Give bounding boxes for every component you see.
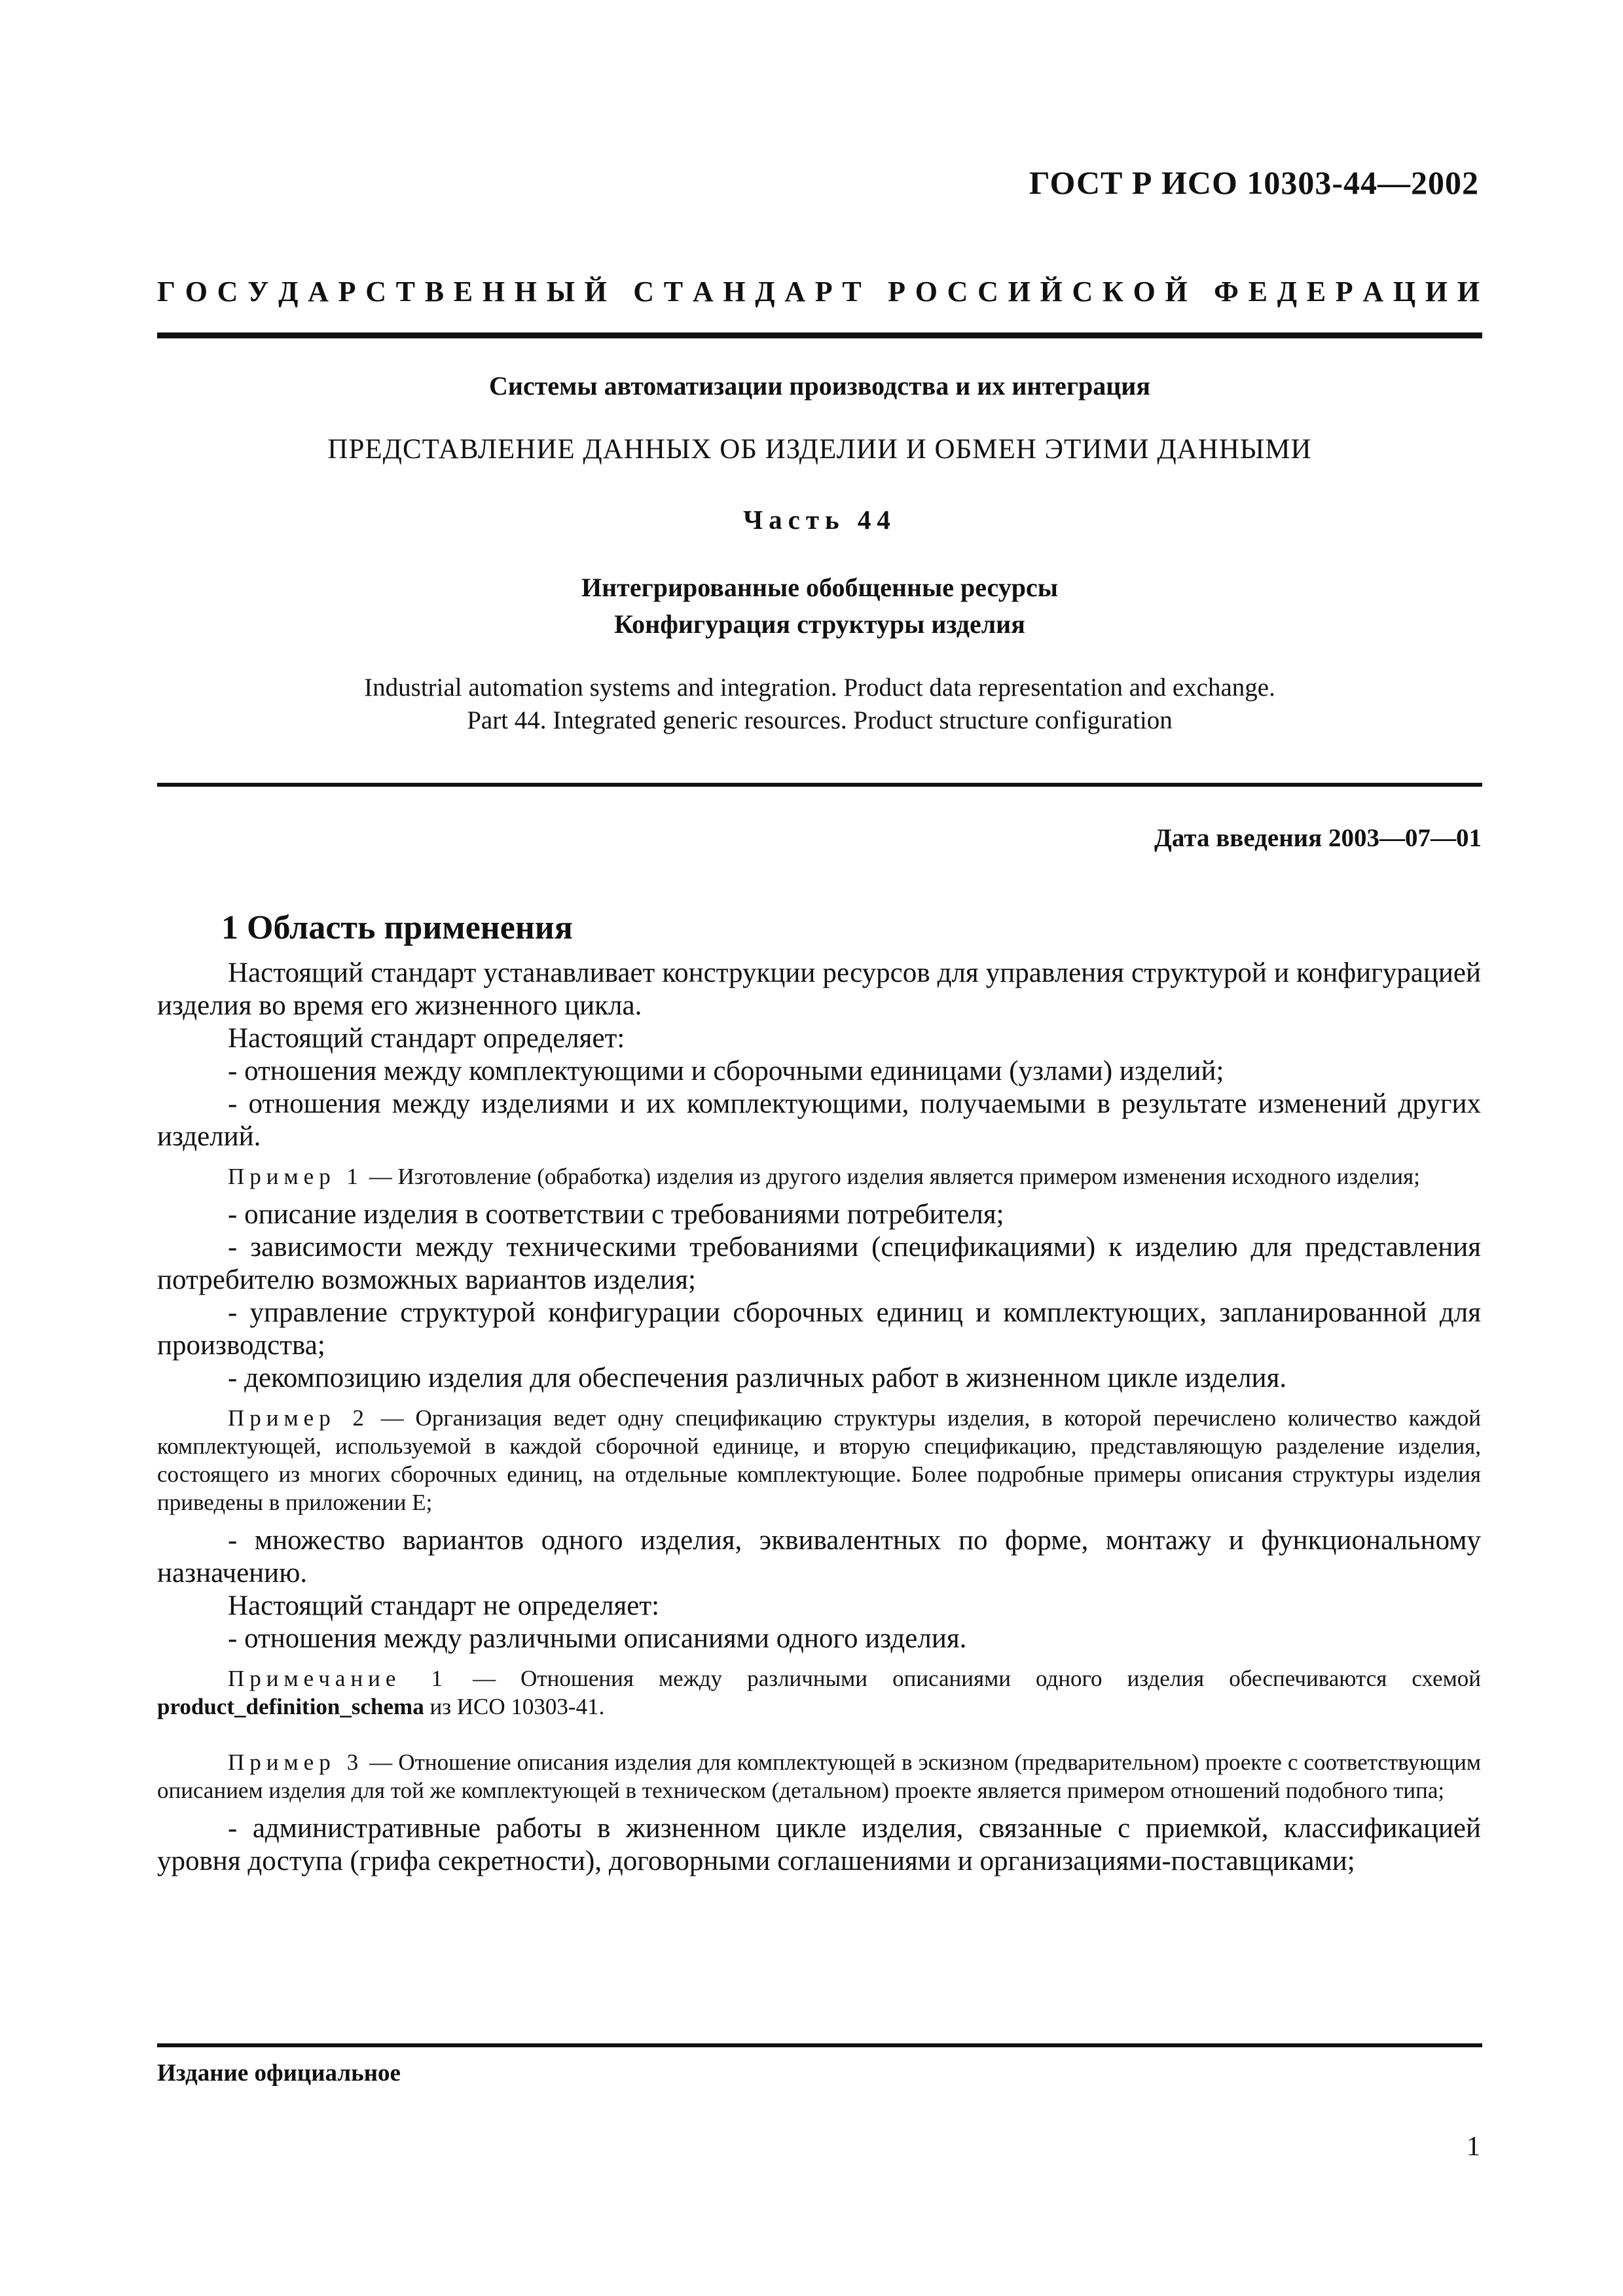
standard-name-letter: Н: [514, 276, 538, 308]
standard-name-letter: О: [915, 276, 938, 308]
subtitle-line-1: Интегрированные обобщенные ресурсы: [581, 573, 1058, 602]
standard-name-letter: Е: [1306, 276, 1326, 308]
standard-name-letter: Т: [395, 276, 416, 308]
standard-name-letter: А: [1362, 276, 1384, 308]
part-label: Часть 44: [743, 505, 896, 535]
standard-name-letter: Р: [338, 276, 356, 308]
standard-name-letter: Й: [584, 276, 607, 308]
list-item: - отношения между различными описаниями одного изделия.: [228, 1623, 967, 1654]
note-text: из ИСО 10303-41.: [424, 1694, 605, 1719]
standard-name-letter: Е: [453, 276, 473, 308]
standard-name-letter: К: [1102, 276, 1123, 308]
standard-name-letter: О: [1133, 276, 1156, 308]
standard-name-letter: В: [424, 276, 445, 308]
standard-name-letter: Д: [1277, 276, 1297, 308]
standard-name-letter: И: [1425, 276, 1448, 308]
footer-divider: [157, 2043, 1482, 2047]
standard-name-letter: С: [947, 276, 968, 308]
standard-name-letter: А: [784, 276, 806, 308]
standard-name-letter: Н: [482, 276, 505, 308]
standard-name-letter: Ц: [1393, 276, 1416, 308]
standard-name-letter: С: [977, 276, 998, 308]
list-item: - административные работы в жизненном цикле изделия, связанные с приемкой, классификацией уровня доступа (грифа секретности), договорными соглашениями и организациями-поставщиками;: [157, 1813, 1481, 1876]
list-item: - отношения между комплектующими и сборочными единицами (узлами) изделий;: [228, 1056, 1224, 1086]
list-item: - отношения между изделиями и их комплектующими, получаемыми в результате изменений других изделий.: [157, 1088, 1481, 1152]
standard-name-letter: Е: [1248, 276, 1267, 308]
subtitle: [157, 569, 1482, 643]
page-number: 1: [1467, 2132, 1480, 2162]
standard-name-letter: Ы: [546, 276, 575, 308]
example-text: — Изготовление (обработка) изделия из другого изделия является примером изменения исходного изделия;: [363, 1164, 1420, 1189]
standard-name-letter: Д: [755, 276, 775, 308]
standard-name-letter: [1197, 275, 1204, 308]
main-title: ПРЕДСТАВЛЕНИЕ ДАННЫХ ОБ ИЗДЕЛИИ И ОБМЕН ЭТИМИ ДАННЫМИ: [327, 434, 1312, 465]
standard-name-letter: А: [308, 276, 329, 308]
edition-label: Издание официальное: [157, 2060, 401, 2087]
list-item: - декомпозицию изделия для обеспечения различных работ в жизненном цикле изделия.: [228, 1363, 1287, 1393]
english-title: [157, 672, 1482, 737]
standard-name-letter: [871, 275, 878, 308]
example-1: [157, 1162, 1481, 1191]
standard-name-letter: Р: [888, 276, 905, 308]
section-body: [157, 957, 1481, 1878]
standard-name-letter: С: [217, 276, 238, 308]
english-title-line-1: Industrial automation systems and integration. Product data representation and exchange.: [364, 673, 1275, 702]
header-divider: [157, 332, 1482, 338]
standard-name-letter: О: [185, 276, 208, 308]
english-title-line-2: Part 44. Integrated generic resources. Product structure configuration: [467, 706, 1173, 734]
example-2: [157, 1404, 1481, 1516]
example-label: Пример 3: [228, 1749, 364, 1775]
series-title: Системы автоматизации производства и их интеграция: [489, 371, 1150, 401]
standard-name: [157, 275, 1480, 308]
standard-name-letter: С: [1072, 276, 1093, 308]
standard-name-letter: Т: [663, 276, 684, 308]
paragraph: Настоящий стандарт устанавливает конструкции ресурсов для управления структурой и конфигурацией изделия во время его жизненного цикла.: [157, 958, 1481, 1021]
example-text: — Отношение описания изделия для комплектующей в эскизном (предварительном) проекте с соответствующим описанием изделия для той же комплектующей в техническом (детальном) проекте является примером отношений подобного типа;: [157, 1749, 1481, 1803]
standard-name-letter: С: [365, 276, 386, 308]
example-text: — Организация ведет одну спецификацию структуры изделия, в которой перечислено количество каждой комплектующей, используемой в каждой сборочной единице, и вторую спецификацию, представляющую разделение изделия, состоящего из многих сборочных единиц, на отдельные комплектующие. Более подробные примеры описания структуры изделия приведены в приложении Е;: [157, 1405, 1481, 1515]
document-number: ГОСТ Р ИСО 10303-44—2002: [1029, 164, 1479, 201]
standard-name-letter: Й: [1040, 276, 1063, 308]
example-label: Пример 2: [228, 1405, 369, 1431]
standard-name-letter: [617, 275, 624, 308]
introduction-date: Дата введения 2003—07—01: [1154, 824, 1482, 852]
list-item: - множество вариантов одного изделия, эквивалентных по форме, монтажу и функциональному назначению.: [157, 1525, 1481, 1588]
note-text: — Отношения между различными описаниями одного изделия обеспечиваются схемой: [448, 1666, 1482, 1691]
example-label: Пример 1: [228, 1164, 363, 1189]
standard-name-letter: У: [247, 276, 269, 308]
standard-name-letter: А: [692, 276, 714, 308]
paragraph: Настоящий стандарт не определяет:: [228, 1590, 660, 1621]
subtitle-line-2: Конфигурация структуры изделия: [614, 609, 1025, 639]
standard-name-letter: Й: [1165, 276, 1188, 308]
standard-name-letter: С: [633, 276, 655, 308]
list-item: - управление структурой конфигурации сборочных единиц и комплектующих, запланированной для производства;: [157, 1297, 1481, 1361]
example-3: [157, 1748, 1481, 1804]
standard-name-letter: Н: [723, 276, 746, 308]
note-label: Примечание 1: [228, 1666, 448, 1691]
paragraph: Настоящий стандарт определяет:: [228, 1023, 625, 1054]
standard-name-letter: Р: [1335, 276, 1353, 308]
standard-name-letter: Г: [157, 276, 175, 308]
title-divider: [157, 783, 1482, 787]
standard-name-letter: Ф: [1214, 276, 1239, 308]
standard-name-letter: И: [1008, 276, 1030, 308]
standard-name-letter: Т: [842, 276, 862, 308]
note-1: [157, 1664, 1481, 1721]
list-item: - зависимости между техническими требованиями (спецификациями) к изделию для представления потребителю возможных вариантов изделия;: [157, 1232, 1481, 1295]
schema-name: product_definition_schema: [157, 1694, 424, 1719]
standard-name-letter: Д: [278, 276, 299, 308]
section-title: 1 Область применения: [221, 909, 573, 946]
standard-name-letter: И: [1457, 276, 1480, 308]
standard-name-letter: Р: [814, 276, 833, 308]
list-item: - описание изделия в соответствии с требованиями потребителя;: [228, 1199, 1004, 1230]
